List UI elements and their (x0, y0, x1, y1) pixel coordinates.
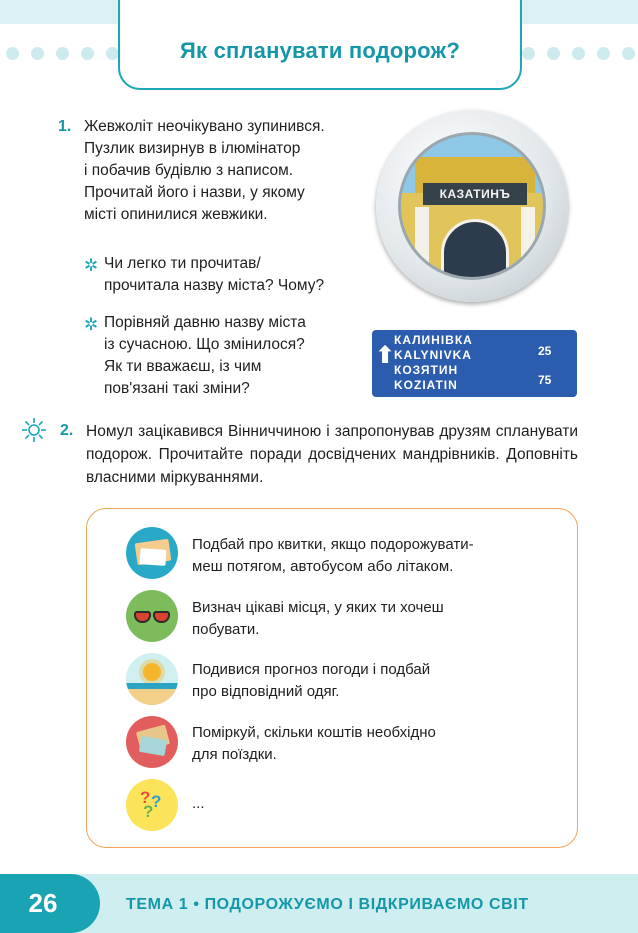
tip-line: ... (192, 795, 205, 812)
task-1-line: Пузлик визирнув в ілюмінатор (84, 140, 301, 157)
tip-line: побувати. (192, 621, 260, 638)
ticket-icon (126, 527, 178, 579)
tip-line: Визнач цікаві місця, у яких ти хочеш (192, 599, 444, 616)
tip-line: Подивися прогноз погоди і подбай (192, 661, 431, 678)
road-sign-distance: 75 (538, 373, 552, 387)
footer-theme: ТЕМА 1 • ПОДОРОЖУЄМО І ВІДКРИВАЄМО СВІТ (126, 896, 529, 913)
title-frame (118, 0, 522, 90)
building-view (398, 132, 546, 280)
page-number: 26 (28, 888, 58, 918)
sunglasses-icon (126, 590, 178, 642)
question-icon: ? ? ? (126, 779, 178, 831)
question-1 (104, 253, 324, 297)
question-2-line: Порівняй давню назву міста (104, 314, 306, 331)
question-2-line: із сучасною. Що змінилося? (104, 336, 305, 353)
task-1-line: Жевжоліт неочікувано зупинився. (84, 118, 325, 135)
weather-icon (126, 653, 178, 705)
task-2-number: 2. (60, 422, 74, 439)
task-1-line: і побачив будівлю з написом. (84, 162, 294, 179)
decor-dots-right (522, 47, 635, 60)
tip-item (192, 722, 436, 766)
road-sign-row: KOZIATIN (394, 378, 458, 392)
task-1-line: місті опинилися жевжики. (84, 206, 268, 223)
task-1-number: 1. (58, 118, 72, 135)
up-arrow-icon: ⬆ (375, 342, 396, 369)
building-sign: КАЗАТИНЪ (423, 183, 527, 205)
page-title: Як спланувати подорож? (180, 38, 460, 63)
tip-line: Подбай про квитки, якщо подорожувати- (192, 536, 474, 553)
road-sign-row: КАЛИНІВКА (394, 333, 473, 347)
tip-line: Поміркуй, скільки коштів необхідно (192, 724, 436, 741)
question-2-line: пов'язані такі зміни? (104, 380, 250, 397)
question-2-line: Як ти вважаєш, із чим (104, 358, 262, 375)
tip-item (192, 534, 474, 578)
money-icon (126, 716, 178, 768)
tip-line: меш потягом, автобусом або літаком. (192, 558, 454, 575)
tip-item (192, 597, 444, 641)
sun-bullet-icon: ✲ (84, 256, 99, 275)
road-sign-row: КОЗЯТИН (394, 363, 459, 377)
tip-line: для поїздки. (192, 746, 277, 763)
building-door (441, 219, 509, 280)
group-work-icon (20, 416, 48, 444)
question-1-line: Чи легко ти прочитав/ (104, 255, 261, 272)
road-sign-distance: 25 (538, 344, 552, 358)
road-sign (372, 330, 577, 397)
task-1-text (84, 116, 325, 226)
question-2 (104, 312, 306, 400)
tip-item (192, 659, 430, 703)
porthole-image (376, 110, 568, 302)
tip-item (192, 793, 205, 815)
sun-bullet-icon: ✲ (84, 315, 99, 334)
tip-line: про відповідний одяг. (192, 683, 340, 700)
question-1-line: прочитала назву міста? Чому? (104, 277, 325, 294)
task-1-line: Прочитай його і назви, у якому (84, 184, 305, 201)
road-sign-row: KALYNIVKA (394, 348, 472, 362)
task-2-text: Номул зацікавився Вінниччиною і запропонував друзям спланувати подорож. Прочитайте поради досвідчених мандрівників. Доповніть власними міркуваннями. (86, 423, 578, 486)
